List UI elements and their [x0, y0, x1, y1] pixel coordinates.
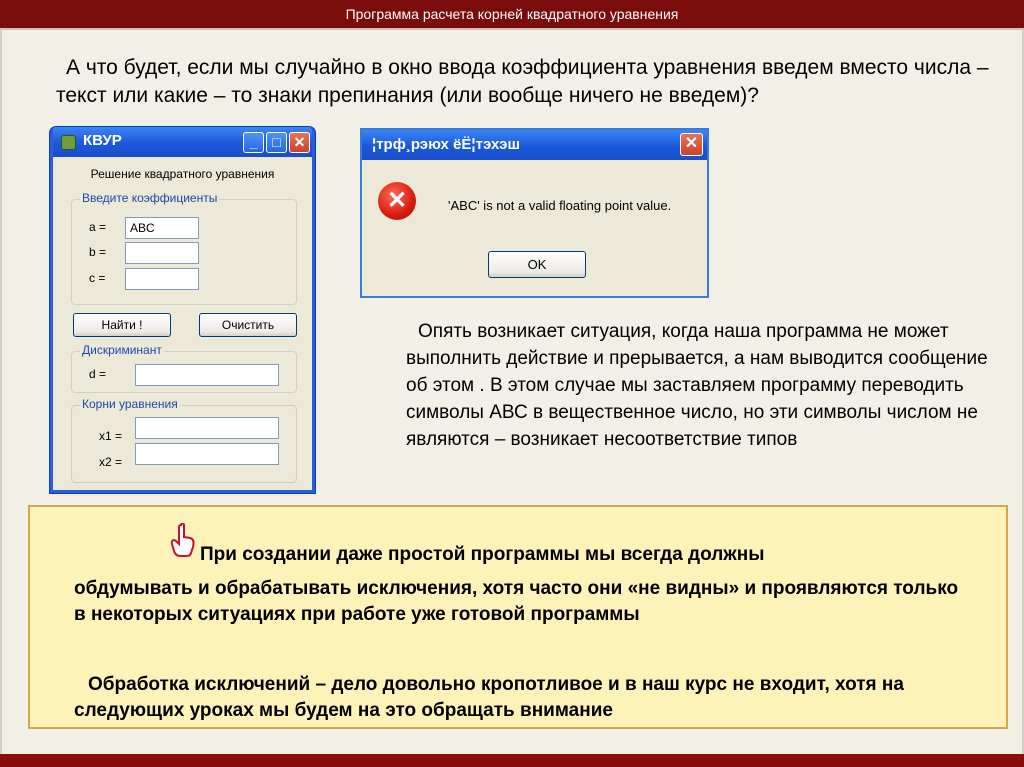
b-input[interactable] [125, 242, 199, 264]
note-body: обдумывать и обрабатывать исключения, хотя часто они «не видны» и проявляются только в некоторых ситуациях при работе уже готовой программы [74, 578, 959, 625]
explanation-text: Опять возникает ситуация, когда наша программа не может выполнить действие и прерывается, а нам выводится сообщение об этом . В этом случае мы заставляем программу переводить символы АВС в вещественное число, но эти символы числом не являются – возникает несоответствие типов [406, 321, 988, 450]
x2-label: x2 = [99, 455, 123, 469]
d-label: d = [89, 367, 107, 381]
question-text: А что будет, если мы случайно в окно ввода коэффициента уравнения введем вместо числа – текст или какие – то знаки препинания (или вообще ничего не введем)? [56, 56, 989, 107]
c-label: c = [89, 271, 106, 285]
app-heading: Решение квадратного уравнения [90, 167, 275, 181]
d-output[interactable] [135, 364, 279, 386]
pointing-hand-icon [170, 523, 196, 557]
page-title: Программа расчета корней квадратного уравнения [345, 6, 679, 22]
error-title-bar[interactable] [362, 130, 707, 160]
a-input[interactable]: ABC [125, 217, 199, 239]
ok-button[interactable]: OK [488, 251, 586, 278]
header-bar [0, 0, 1024, 30]
app-window [50, 127, 315, 493]
maximize-button[interactable]: □ [266, 132, 287, 153]
x1-label: x1 = [99, 429, 123, 443]
app-icon [61, 135, 76, 150]
app-body [53, 157, 312, 490]
app-title: КВУР [83, 132, 122, 149]
note-paragraph-2: Обработка исключений – дело довольно кропотливое и в наш курс не входит, хотя на следующих уроках мы будем на это обращать внимание [74, 674, 904, 721]
c-input[interactable] [125, 268, 199, 290]
clear-button[interactable]: Очистить [199, 313, 297, 337]
slide-bottom-bar [0, 754, 1024, 767]
error-close-button[interactable]: ✕ [680, 133, 703, 156]
error-title: ¦трф¸рэюх ёЁ¦тэхэш [372, 136, 520, 153]
note-line-1: При создании даже простой программы мы всегда должны [200, 544, 765, 565]
error-icon: ✕ [378, 182, 416, 220]
error-dialog [360, 128, 709, 298]
roots-group-label: Корни уравнения [82, 397, 178, 411]
x1-output[interactable] [135, 417, 279, 439]
discriminant-group-label: Дискриминант [82, 343, 162, 357]
find-button[interactable]: Найти ! [73, 313, 171, 337]
a-label: a = [89, 220, 107, 234]
minimize-button[interactable]: _ [243, 132, 264, 153]
error-message: 'ABC' is not a valid floating point value. [448, 198, 672, 213]
app-title-bar[interactable] [53, 127, 312, 157]
coefficients-group-label: Введите коэффициенты [82, 191, 218, 205]
b-label: b = [89, 245, 107, 259]
close-button[interactable]: ✕ [289, 132, 310, 153]
x2-output[interactable] [135, 443, 279, 465]
note-box [28, 505, 1008, 729]
